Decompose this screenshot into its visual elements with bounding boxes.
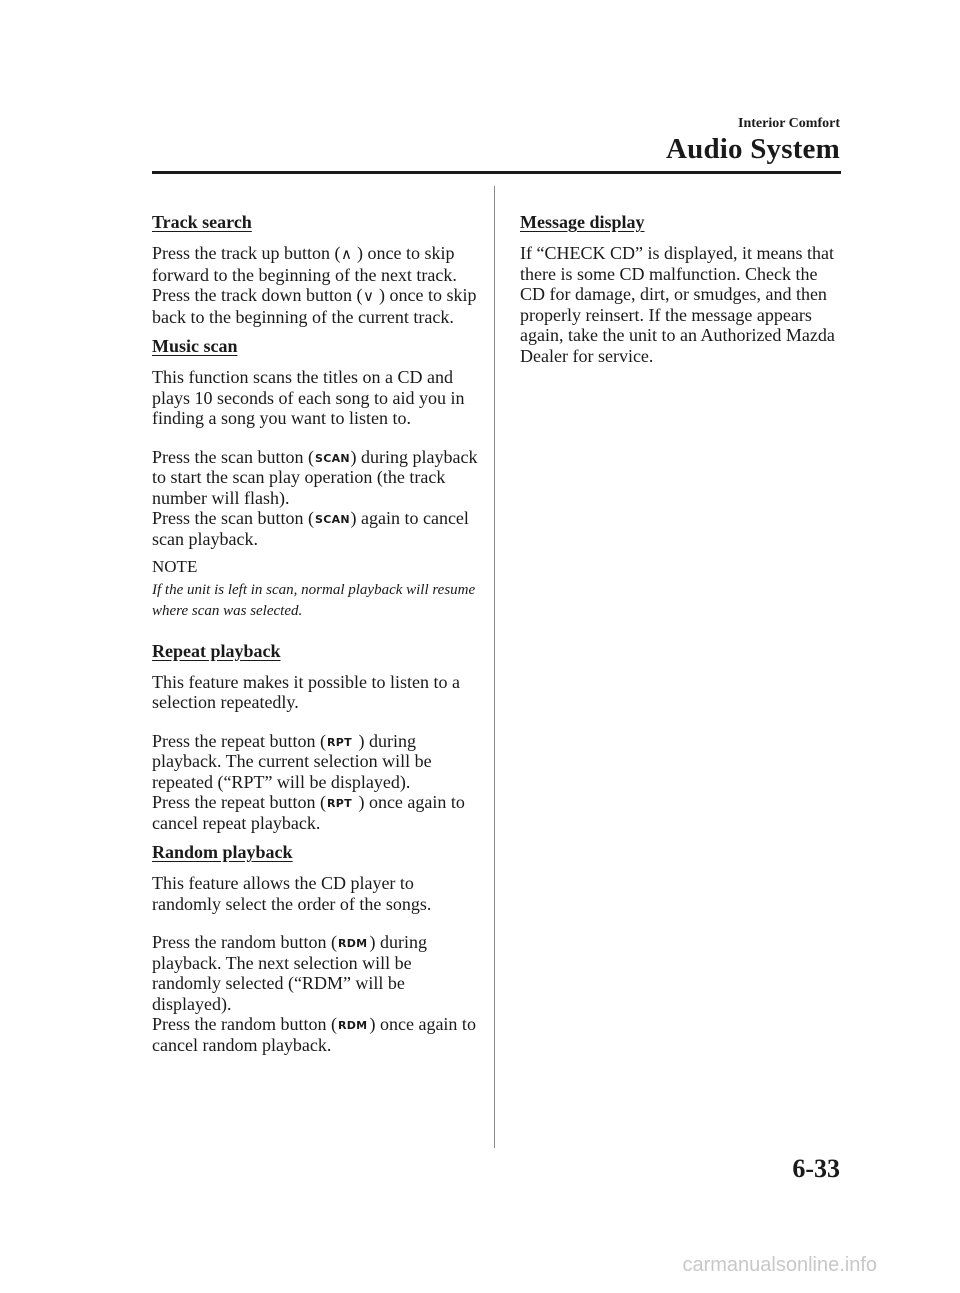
column-divider [494,186,495,1148]
message-display-text: If “CHECK CD” is displayed, it means that there is some CD malfunction. Check the CD for damage, dirt, or smudges, and then properly reinsert. If the message appears again, take the unit to an Authorized Mazda Dealer for service. [520,243,835,366]
right-column [520,211,842,377]
repeat-playback-instructions: Press the repeat button (RPT ) during playback. The current selection will be repeated (“RPT” will be displayed). Press the repeat button (RPT ) once again to cancel repeat playback. [152,730,465,833]
note-label: NOTE [152,557,198,576]
page-number: 6-33 [792,1154,840,1183]
scan-button-icon: SCAN [314,513,350,526]
scan-button-icon: SCAN [314,451,350,465]
repeat-playback-intro: This feature makes it possible to listen to a selection repeatedly. [152,671,460,712]
random-button-icon: RDM [337,937,368,950]
track-up-icon: ∧ [340,245,352,263]
note-text: If the unit is left in scan, normal playback will resume where scan was selected. [152,581,476,619]
music-scan-intro: This function scans the titles on a CD and plays 10 seconds of each song to aid you in finding a song you want to listen to. [152,367,465,428]
header-rule [152,171,841,174]
music-scan-instructions: Press the scan button (SCAN ) during playback to start the scan play operation (the track number will flash). Press the scan button (SCAN ) again to cancel scan playback. [152,446,478,549]
random-button-icon: RDM [337,1019,368,1032]
watermark: carmanualsonline.info [682,1254,877,1276]
repeat-button-icon: RPT [326,797,352,810]
random-playback-heading: Random playback [152,842,293,862]
message-display-heading: Message display [520,212,645,232]
track-search-heading: Track search [152,212,252,232]
random-playback-intro: This feature allows the CD player to randomly select the order of the songs. [152,873,432,914]
random-playback-instructions: Press the random button (RDM ) during playback. The next selection will be randomly selected (“RDM” will be displayed). Press the random button (RDM ) once again to cancel random playback. [152,932,476,1055]
section-label: Interior Comfort [738,116,840,131]
track-search-text: Press the track up button (∧ ) once to skip forward to the beginning of the next track. Press the track down button (∨ ) once to skip back to the beginning of the current track. [152,243,477,327]
left-column [152,211,482,1063]
repeat-playback-heading: Repeat playback [152,640,281,661]
music-scan-heading: Music scan [152,336,238,356]
repeat-button-icon: RPT [326,735,352,749]
page-title: Audio System [665,133,840,165]
track-down-icon: ∨ [362,287,374,305]
